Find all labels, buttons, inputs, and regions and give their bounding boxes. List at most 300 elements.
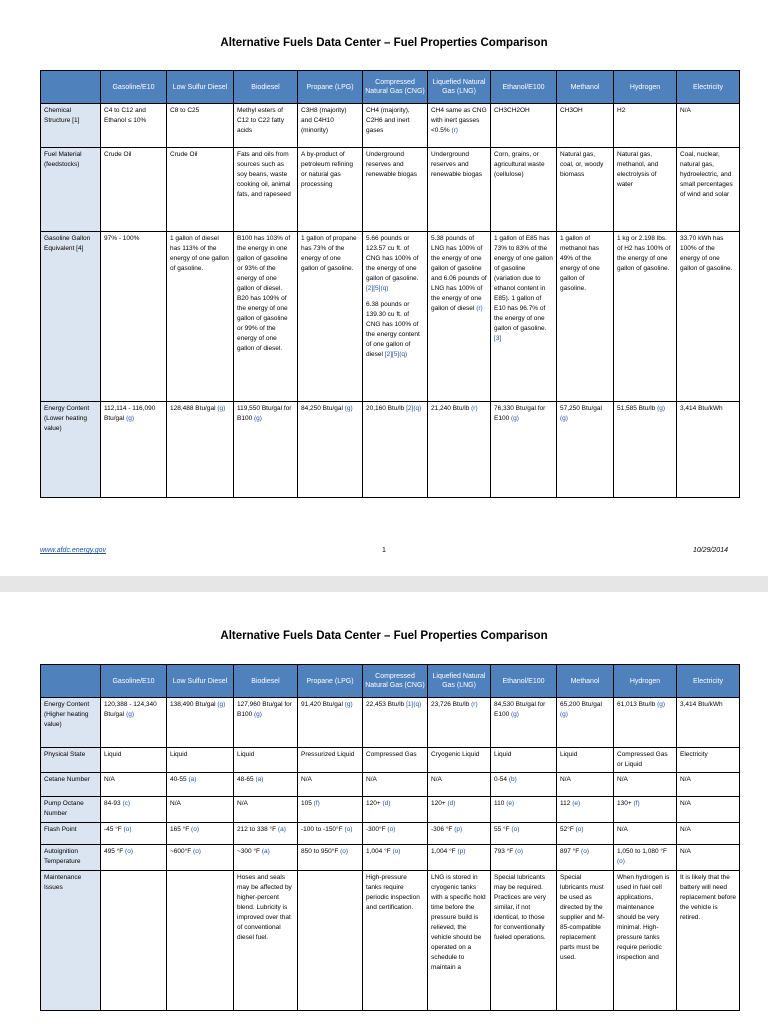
table-cell: [677, 845, 740, 871]
citation-link[interactable]: (o): [392, 848, 401, 855]
table-cell: [363, 845, 428, 871]
table-cell: [167, 797, 234, 823]
table-cell: [363, 871, 428, 1011]
cell-text: 1 gallon of diesel has 113% of the energy of one gallon of gasoline.: [170, 235, 229, 272]
citation-link[interactable]: [2][5](q): [366, 285, 389, 292]
table-cell: [101, 823, 167, 845]
table-cell: [298, 845, 363, 871]
table-cell: [428, 871, 491, 1011]
citation-link[interactable]: (o): [191, 826, 199, 833]
row-header: Cetane Number: [41, 773, 101, 797]
table-cell: [677, 773, 740, 797]
citation-link[interactable]: (g): [657, 405, 666, 412]
cell-text: Crude Oil: [104, 151, 132, 158]
citation-link[interactable]: (a): [188, 776, 197, 783]
cell-text: N/A: [301, 776, 312, 783]
table-cell: [614, 823, 677, 845]
table-cell: [363, 698, 428, 748]
cell-text: 112: [560, 800, 571, 807]
citation-link[interactable]: (g): [126, 711, 135, 718]
table-cell: [167, 748, 234, 773]
citation-link[interactable]: (o): [125, 848, 133, 855]
citation-link[interactable]: (e): [572, 800, 581, 807]
table-cell: [428, 823, 491, 845]
citation-link[interactable]: (r): [471, 701, 478, 708]
table-cell: [491, 871, 557, 1011]
citation-link[interactable]: (p): [454, 826, 463, 833]
row-header: Chemical Structure [1]: [41, 104, 101, 148]
table-cell: [234, 871, 298, 1011]
table-cell: [101, 797, 167, 823]
table-cell: [167, 823, 234, 845]
table-cell: [363, 402, 428, 498]
cell-text: Compressed Gas: [366, 751, 417, 758]
cell-text: Underground reserves and renewable biogas: [366, 151, 417, 178]
citation-link[interactable]: (g): [511, 711, 519, 718]
cell-text: B100 has 103% of the energy in one gallon of gasoline or 93% of the energy of one gallon of diesel. B20 has 109% of the energy of one gallon of gasoline or 99% of the energy of one gallon of diesel.: [237, 235, 291, 352]
cell-text: 22,453 Btu/lb: [366, 701, 405, 708]
citation-link[interactable]: [2](q): [406, 405, 422, 412]
table-cell: [491, 698, 557, 748]
column-header: Liquefied Natural Gas (LNG): [428, 665, 491, 698]
cell-text: N/A: [560, 776, 571, 783]
page-title: Alternative Fuels Data Center – Fuel Properties Comparison: [220, 630, 548, 642]
cell-text: 91,420 Btu/gal: [301, 701, 343, 708]
table-cell: [234, 748, 298, 773]
table-cell: [167, 232, 234, 402]
cell-text: N/A: [617, 826, 628, 833]
cell-text: 1 gallon of propane has 73% of the energy of one gallon of gasoline.: [301, 235, 357, 272]
cell-text: 57,250 Btu/gal: [560, 405, 602, 412]
cell-text: N/A: [170, 800, 181, 807]
column-header: Gasoline/E10: [101, 665, 167, 698]
citation-link[interactable]: (o): [617, 858, 625, 865]
table-cell: [298, 773, 363, 797]
table-cell: [363, 797, 428, 823]
column-header: Liquefied Natural Gas (LNG): [428, 71, 491, 104]
citation-link[interactable]: [1](q): [406, 701, 422, 708]
cell-text: N/A: [680, 826, 691, 833]
citation-link[interactable]: (o): [387, 826, 396, 833]
table-cell: [491, 104, 557, 148]
row-header: Energy Content (Higher heating value): [41, 698, 101, 748]
cell-text: 3,414 Btu/kWh: [680, 701, 723, 708]
cell-text: 0-54: [494, 776, 508, 783]
column-header: Hydrogen: [614, 665, 677, 698]
cell-text: Liquid: [494, 751, 512, 758]
table-cell: [298, 232, 363, 402]
citation-link[interactable]: (o): [575, 826, 584, 833]
table-cell: [491, 748, 557, 773]
table-cell: [614, 698, 677, 748]
table-cell: [677, 698, 740, 748]
citation-link[interactable]: (g): [254, 415, 262, 422]
cell-text: 110: [494, 800, 505, 807]
table-cell: [557, 698, 614, 748]
table-cell: [234, 104, 298, 148]
table-cell: [363, 773, 428, 797]
cell-text: -45 °F: [104, 826, 122, 833]
citation-link[interactable]: (p): [457, 848, 466, 855]
table-cell: [491, 773, 557, 797]
table-cell: [234, 402, 298, 498]
table-cell: [167, 871, 234, 1011]
citation-link[interactable]: (o): [193, 848, 201, 855]
table-row: [41, 104, 740, 148]
cell-text: 76,330 Btu/gal for E100: [494, 405, 546, 422]
table-cell: [363, 823, 428, 845]
table-cell: [167, 773, 234, 797]
table-cell: [677, 104, 740, 148]
citation-link[interactable]: (o): [344, 826, 353, 833]
table-cell: [234, 845, 298, 871]
cell-text: 212 to 338 °F: [237, 826, 277, 833]
table-cell: [557, 871, 614, 1011]
column-header: Gasoline/E10: [101, 71, 167, 104]
table-row: [41, 402, 740, 498]
citation-link[interactable]: (o): [515, 848, 523, 855]
citation-link[interactable]: (r): [471, 405, 478, 412]
cell-text: 65,200 Btu/gal: [560, 701, 602, 708]
table-cell: [298, 823, 363, 845]
column-header: Low Sulfur Diesel: [167, 665, 234, 698]
cell-text: CH3CH2OH: [494, 107, 530, 114]
citation-link[interactable]: (g): [560, 711, 568, 718]
table-header: [41, 665, 740, 698]
citation-link[interactable]: (a): [277, 826, 286, 833]
cell-text: Natural gas, methanol, and electrolysis of water: [617, 151, 659, 188]
page-number: 1: [382, 547, 386, 554]
citation-link[interactable]: (e): [506, 800, 515, 807]
table-cell: [428, 232, 491, 402]
header-corner-cell: [41, 71, 101, 104]
cell-text: 130+: [617, 800, 632, 807]
table-row: [41, 773, 740, 797]
cell-text: 33.70 kWh has 100% of the energy of one gallon of gasoline.: [680, 235, 733, 272]
table-cell: [557, 104, 614, 148]
column-header: Compressed Natural Gas (CNG): [363, 665, 428, 698]
column-header: Low Sulfur Diesel: [167, 71, 234, 104]
cell-text: 165 °F: [170, 826, 190, 833]
citation-link[interactable]: (g): [344, 405, 353, 412]
cell-text: Liquid: [170, 751, 188, 758]
cell-text: Special lubricants must be used as directed by the supplier and M-85-compatible replacement parts must be used.: [560, 874, 605, 961]
cell-text: Liquid: [560, 751, 578, 758]
citation-link[interactable]: [2][5](q): [384, 351, 408, 358]
table-cell: [234, 698, 298, 748]
fuel-properties-table: [40, 664, 740, 1011]
table-cell: [428, 402, 491, 498]
table-cell: [298, 748, 363, 773]
cell-text: Cryogenic Liquid: [431, 751, 480, 758]
cell-text: N/A: [617, 776, 628, 783]
table-row: [41, 148, 740, 232]
fuel-properties-table: [40, 70, 740, 498]
row-header: Autoignition Temperature: [41, 845, 101, 871]
cell-text: C4 to C12 and Ethanol ≤ 10%: [104, 107, 147, 124]
citation-link[interactable]: (g): [126, 415, 135, 422]
table-cell: [428, 148, 491, 232]
cell-text: -306 °F: [431, 826, 453, 833]
table-cell: [614, 402, 677, 498]
cell-text: 21,240 Btu/lb: [431, 405, 470, 412]
page-separator: [0, 576, 768, 592]
cell-text: 3,414 Btu/kWh: [680, 405, 723, 412]
table-cell: [614, 773, 677, 797]
row-header: Pump Octane Number: [41, 797, 101, 823]
cell-text: Crude Oil: [170, 151, 198, 158]
table-cell: [167, 698, 234, 748]
cell-text: CH3OH: [560, 107, 583, 114]
table-cell: [614, 845, 677, 871]
cell-text: Natural gas, coal, or, woody biomass: [560, 151, 604, 178]
table-cell: [557, 402, 614, 498]
table-cell: [614, 748, 677, 773]
row-header: Fuel Material (feedstocks): [41, 148, 101, 232]
table-header-row: [41, 665, 740, 698]
cell-text: N/A: [680, 107, 691, 114]
footer-url-link[interactable]: www.afdc.energy.gov: [40, 547, 107, 554]
cell-text: Fats and oils from sources such as soy beans, waste cooking oil, animal fats, and rapeseed: [237, 151, 291, 198]
table-cell: [491, 148, 557, 232]
cell-text: Compressed Gas or Liquid: [617, 751, 668, 768]
table-header-row: [41, 71, 740, 104]
cell-text: Corn, grains, or agricultural waste (cellulose): [494, 151, 545, 178]
citation-link[interactable]: (g): [511, 415, 519, 422]
table-cell: [491, 823, 557, 845]
table-cell: [614, 797, 677, 823]
cell-text: 1 gallon of E85 has 73% to 83% of the energy of one gallon of gasoline (variation due to ethanol content in E85). 1 gallon of E10 has 96.7% of the energy of one gallon of gasoline.: [494, 235, 553, 332]
cell-text: Electricity: [680, 751, 708, 758]
table-cell: [234, 232, 298, 402]
table-row: [41, 232, 740, 402]
cell-text: 793 °F: [494, 848, 514, 855]
table-cell: [614, 148, 677, 232]
table-cell: [298, 797, 363, 823]
citation-link[interactable]: (o): [123, 826, 132, 833]
table-cell: [101, 748, 167, 773]
cell-text: C3H8 (majority) and C4H10 (minority): [301, 107, 347, 134]
cell-text: 128,488 Btu/gal: [170, 405, 216, 412]
table-cell: [298, 148, 363, 232]
table-cell: [557, 148, 614, 232]
column-header: Compressed Natural Gas (CNG): [363, 71, 428, 104]
column-header: Propane (LPG): [298, 665, 363, 698]
citation-link[interactable]: (b): [508, 776, 517, 783]
table-cell: [363, 104, 428, 148]
table-cell: [298, 698, 363, 748]
citation-link[interactable]: (f): [633, 800, 640, 807]
cell-text: 120,388 - 124,340 Btu/gal: [104, 701, 157, 718]
cell-text: 112,114 - 116,090 Btu/gal: [104, 405, 156, 422]
citation-link[interactable]: (g): [217, 701, 226, 708]
cell-text: High-pressure tanks require periodic inspection and certification.: [366, 874, 420, 911]
table-cell: [614, 104, 677, 148]
citation-link[interactable]: (d): [447, 800, 456, 807]
table-row: [41, 698, 740, 748]
table-cell: [557, 232, 614, 402]
table-cell: [101, 232, 167, 402]
table-cell: [428, 797, 491, 823]
cell-text: 5.66 pounds or 123.57 cu ft. of CNG has 100% of the energy of one gallon of gasoline.: [366, 235, 419, 282]
table-cell: [101, 845, 167, 871]
table-row: [41, 845, 740, 871]
citation-link[interactable]: [3]: [494, 335, 502, 342]
column-header: Propane (LPG): [298, 71, 363, 104]
cell-text: When hydrogen is used in fuel cell applications, maintenance should be very minimal. High-pressure tanks require periodic inspection and: [617, 874, 670, 961]
citation-link[interactable]: (g): [254, 711, 262, 718]
cell-text: 1 gallon of methanol has 49% of the energy of one gallon of gasoline.: [560, 235, 600, 292]
row-header: Energy Content (Lower heating value): [41, 402, 101, 498]
cell-text: Underground reserves and renewable biogas: [431, 151, 482, 178]
table-cell: [491, 797, 557, 823]
citation-link[interactable]: (o): [581, 848, 589, 855]
cell-text: Coal, nuclear, natural gas, hydroelectric, and small percentages of wind and solar: [680, 151, 733, 198]
cell-text: N/A: [237, 800, 248, 807]
column-header: Electricity: [677, 71, 740, 104]
table-cell: [428, 748, 491, 773]
table-cell: [428, 698, 491, 748]
cell-text: -100 to -150°F: [301, 826, 343, 833]
cell-text: 52°F: [560, 826, 574, 833]
citation-link[interactable]: (o): [511, 826, 520, 833]
table-cell: [363, 232, 428, 402]
cell-text: 6.38 pounds or 139.30 cu ft. of CNG has 100% of the energy content of one gallon of diesel: [366, 301, 420, 358]
table-cell: [363, 148, 428, 232]
cell-text: H2: [617, 107, 626, 114]
column-header: Methanol: [557, 71, 614, 104]
cell-text: 495 °F: [104, 848, 124, 855]
table-cell: [428, 773, 491, 797]
cell-text: 120+: [431, 800, 446, 807]
footer-date: 10/29/2014: [692, 547, 728, 554]
cell-text: N/A: [104, 776, 115, 783]
citation-link[interactable]: (c): [122, 800, 131, 807]
cell-text: Pressurized Liquid: [301, 751, 355, 758]
table-cell: [101, 402, 167, 498]
citation-link[interactable]: (g): [217, 405, 226, 412]
cell-text: 84,530 Btu/gal for E100: [494, 701, 546, 718]
cell-text: It is likely that the battery will need replacement before the vehicle is retired.: [680, 874, 737, 921]
table-cell: [167, 845, 234, 871]
cell-text: 120+: [366, 800, 381, 807]
citation-link[interactable]: (f): [313, 800, 320, 807]
row-header: Physical State: [41, 748, 101, 773]
citation-link[interactable]: (d): [382, 800, 391, 807]
column-header: Hydrogen: [614, 71, 677, 104]
cell-text: 1 kg or 2.198 lbs. of H2 has 100% of the energy of one gallon of gasoline.: [617, 235, 671, 272]
cell-text: 20,160 Btu/lb: [366, 405, 405, 412]
table-cell: [428, 104, 491, 148]
cell-text: N/A: [680, 848, 691, 855]
citation-link[interactable]: (g): [560, 415, 568, 422]
cell-text: 119,550 Btu/gal for B100: [237, 405, 292, 422]
cell-text: 97% - 100%: [104, 235, 140, 242]
citation-link[interactable]: (r): [451, 127, 458, 134]
cell-text: 1,050 to 1,080 °F: [617, 848, 667, 855]
table-cell: [167, 148, 234, 232]
table-body: [41, 104, 740, 498]
table-cell: [677, 871, 740, 1011]
table-cell: [677, 748, 740, 773]
citation-link[interactable]: (a): [261, 848, 270, 855]
table-cell: [677, 823, 740, 845]
table-cell: [363, 748, 428, 773]
table-cell: [677, 402, 740, 498]
cell-text: 48-65: [237, 776, 254, 783]
header-corner-cell: [41, 665, 101, 698]
table-cell: [234, 148, 298, 232]
cell-text: ~600°F: [170, 848, 192, 855]
cell-text: LNG is stored in cryogenic tanks with a specific hold time before the pressure build is relieved, the vehicle should be operated on a schedule to maintain a: [431, 874, 486, 971]
table-cell: [557, 773, 614, 797]
cell-text: 897 °F: [560, 848, 580, 855]
table-cell: [234, 823, 298, 845]
cell-text: 40-55: [170, 776, 187, 783]
cell-text: 61,013 Btu/lb: [617, 701, 656, 708]
cell-text: 105: [301, 800, 312, 807]
table-cell: [101, 773, 167, 797]
cell-text: 850 to 950°F: [301, 848, 339, 855]
citation-link[interactable]: (g): [657, 701, 666, 708]
citation-link[interactable]: (g): [344, 701, 353, 708]
column-header: Biodiesel: [234, 665, 298, 698]
table-cell: [101, 148, 167, 232]
citation-link[interactable]: (r): [476, 305, 483, 312]
table-header: [41, 71, 740, 104]
cell-text: 138,490 Btu/gal: [170, 701, 216, 708]
table-body: [41, 698, 740, 1011]
cell-text: N/A: [680, 800, 691, 807]
row-header: Flash Point: [41, 823, 101, 845]
table-cell: [101, 871, 167, 1011]
table-cell: [491, 402, 557, 498]
cell-text: N/A: [680, 776, 691, 783]
cell-text: 23,726 Btu/lb: [431, 701, 470, 708]
table-cell: [491, 232, 557, 402]
table-cell: [298, 402, 363, 498]
cell-text: Liquid: [237, 751, 255, 758]
table-cell: [234, 797, 298, 823]
table-cell: [677, 797, 740, 823]
cell-text: CH4 same as CNG with inert gasses <0.5%: [431, 107, 487, 134]
cell-text: Hoses and seals may be affected by higher-percent blend. Lubricity is improved over that of conventional diesel fuel.: [237, 874, 292, 941]
citation-link[interactable]: (o): [340, 848, 349, 855]
column-header: Methanol: [557, 665, 614, 698]
cell-text: N/A: [366, 776, 377, 783]
table-cell: [428, 845, 491, 871]
table-cell: [557, 823, 614, 845]
citation-link[interactable]: (a): [255, 776, 264, 783]
cell-text: 127,960 Btu/gal for B100: [237, 701, 292, 718]
table-cell: [557, 797, 614, 823]
cell-text: 1,004 °F: [366, 848, 391, 855]
table-cell: [298, 871, 363, 1011]
cell-text: 51,585 Btu/lb: [617, 405, 656, 412]
cell-text: 5.38 pounds of LNG has 100% of the energy of one gallon of gasoline and 6.06 pounds of LNG has 100% of the energy of one gallon of diesel: [431, 235, 487, 312]
document-page-2: [0, 592, 768, 1024]
cell-text: Liquid: [104, 751, 122, 758]
row-header: Gasoline Gallon Equivalent [4]: [41, 232, 101, 402]
cell-text: Methyl esters of C12 to C22 fatty acids: [237, 107, 284, 134]
table-cell: [614, 871, 677, 1011]
row-header: Maintenance Issues: [41, 871, 101, 1011]
table-row: [41, 871, 740, 1011]
table-cell: [234, 773, 298, 797]
table-row: [41, 748, 740, 773]
table-row: [41, 797, 740, 823]
table-cell: [557, 845, 614, 871]
